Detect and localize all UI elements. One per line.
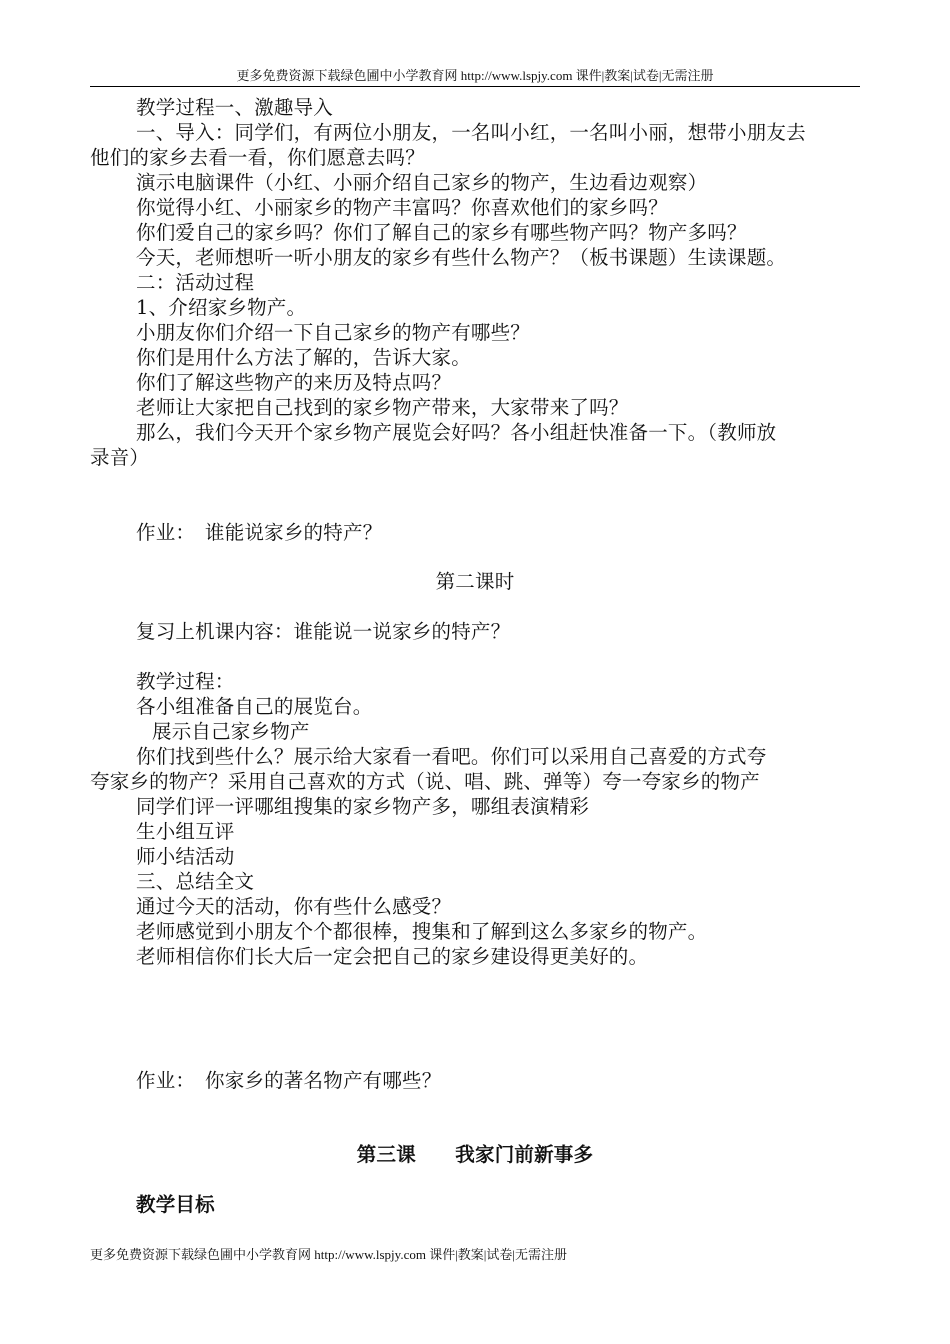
text-line: 那么，我们今天开个家乡物产展览会好吗？各小组赶快准备一下。（教师放 [136,421,777,444]
text-line: 老师让大家把自己找到的家乡物产带来，大家带来了吗？ [136,396,629,419]
homework-line: 作业： 你家乡的著名物产有哪些？ [136,1069,442,1092]
text-line: 生小组互评 [136,820,235,843]
text-line: 你们是用什么方法了解的，告诉大家。 [136,346,471,369]
text-line: 通过今天的活动，你有些什么感受？ [136,895,452,918]
lesson-title: 第三课 我家门前新事多 [356,1143,594,1166]
text-line: 教学过程： [136,670,235,693]
text-line: 师小结活动 [136,845,235,868]
text-line: 展示自己家乡物产 [152,720,310,743]
section-heading: 教学目标 [136,1193,215,1216]
text-line: 老师相信你们长大后一定会把自己的家乡建设得更美好的。 [136,945,649,968]
homework-line: 作业： 谁能说家乡的特产？ [136,521,383,544]
text-line: 二：活动过程 [136,271,255,294]
page-footer: 更多免费资源下载绿色圃中小学教育网 http://www.lspjy.com 课件|教案|试卷|无需注册 [90,1247,568,1262]
text-line: 各小组准备自己的展览台。 [136,695,373,718]
text-line: 老师感觉到小朋友个个都很棒，搜集和了解到这么多家乡的物产。 [136,920,708,943]
text-line: 1、介绍家乡物产。 [136,296,307,319]
text-line: 今天，老师想听一听小朋友的家乡有些什么物产？（板书课题）生读课题。 [136,246,787,269]
text-line: 教学过程一、激趣导入 [136,96,334,119]
text-line: 你们爱自己的家乡吗？你们了解自己的家乡有哪些物产吗？物产多吗？ [136,221,747,244]
text-line: 夸家乡的物产？采用自己喜欢的方式（说、唱、跳、弹等）夸一夸家乡的物产 [90,770,760,793]
text-line: 复习上机课内容：谁能说一说家乡的特产？ [136,620,511,643]
text-line: 录音） [90,446,150,469]
text-line: 演示电脑课件（小红、小丽介绍自己家乡的物产，生边看边观察） [136,171,708,194]
text-line: 小朋友你们介绍一下自己家乡的物产有哪些？ [136,321,531,344]
text-line: 一、导入：同学们，有两位小朋友，一名叫小红，一名叫小丽，想带小朋友去 [136,121,806,144]
page-header: 更多免费资源下载绿色圃中小学教育网 http://www.lspjy.com 课件|教案|试卷|无需注册 [236,68,714,83]
text-line: 你们了解这些物产的来历及特点吗？ [136,371,452,394]
text-line: 三、总结全文 [136,870,255,893]
text-line: 你觉得小红、小丽家乡的物产丰富吗？你喜欢他们的家乡吗？ [136,196,668,219]
section-title: 第二课时 [435,570,515,593]
text-line: 他们的家乡去看一看，你们愿意去吗？ [90,146,425,169]
text-line: 你们找到些什么？展示给大家看一看吧。你们可以采用自己喜爱的方式夸 [136,745,767,768]
header-divider [90,86,860,87]
text-line: 同学们评一评哪组搜集的家乡物产多，哪组表演精彩 [136,795,590,818]
